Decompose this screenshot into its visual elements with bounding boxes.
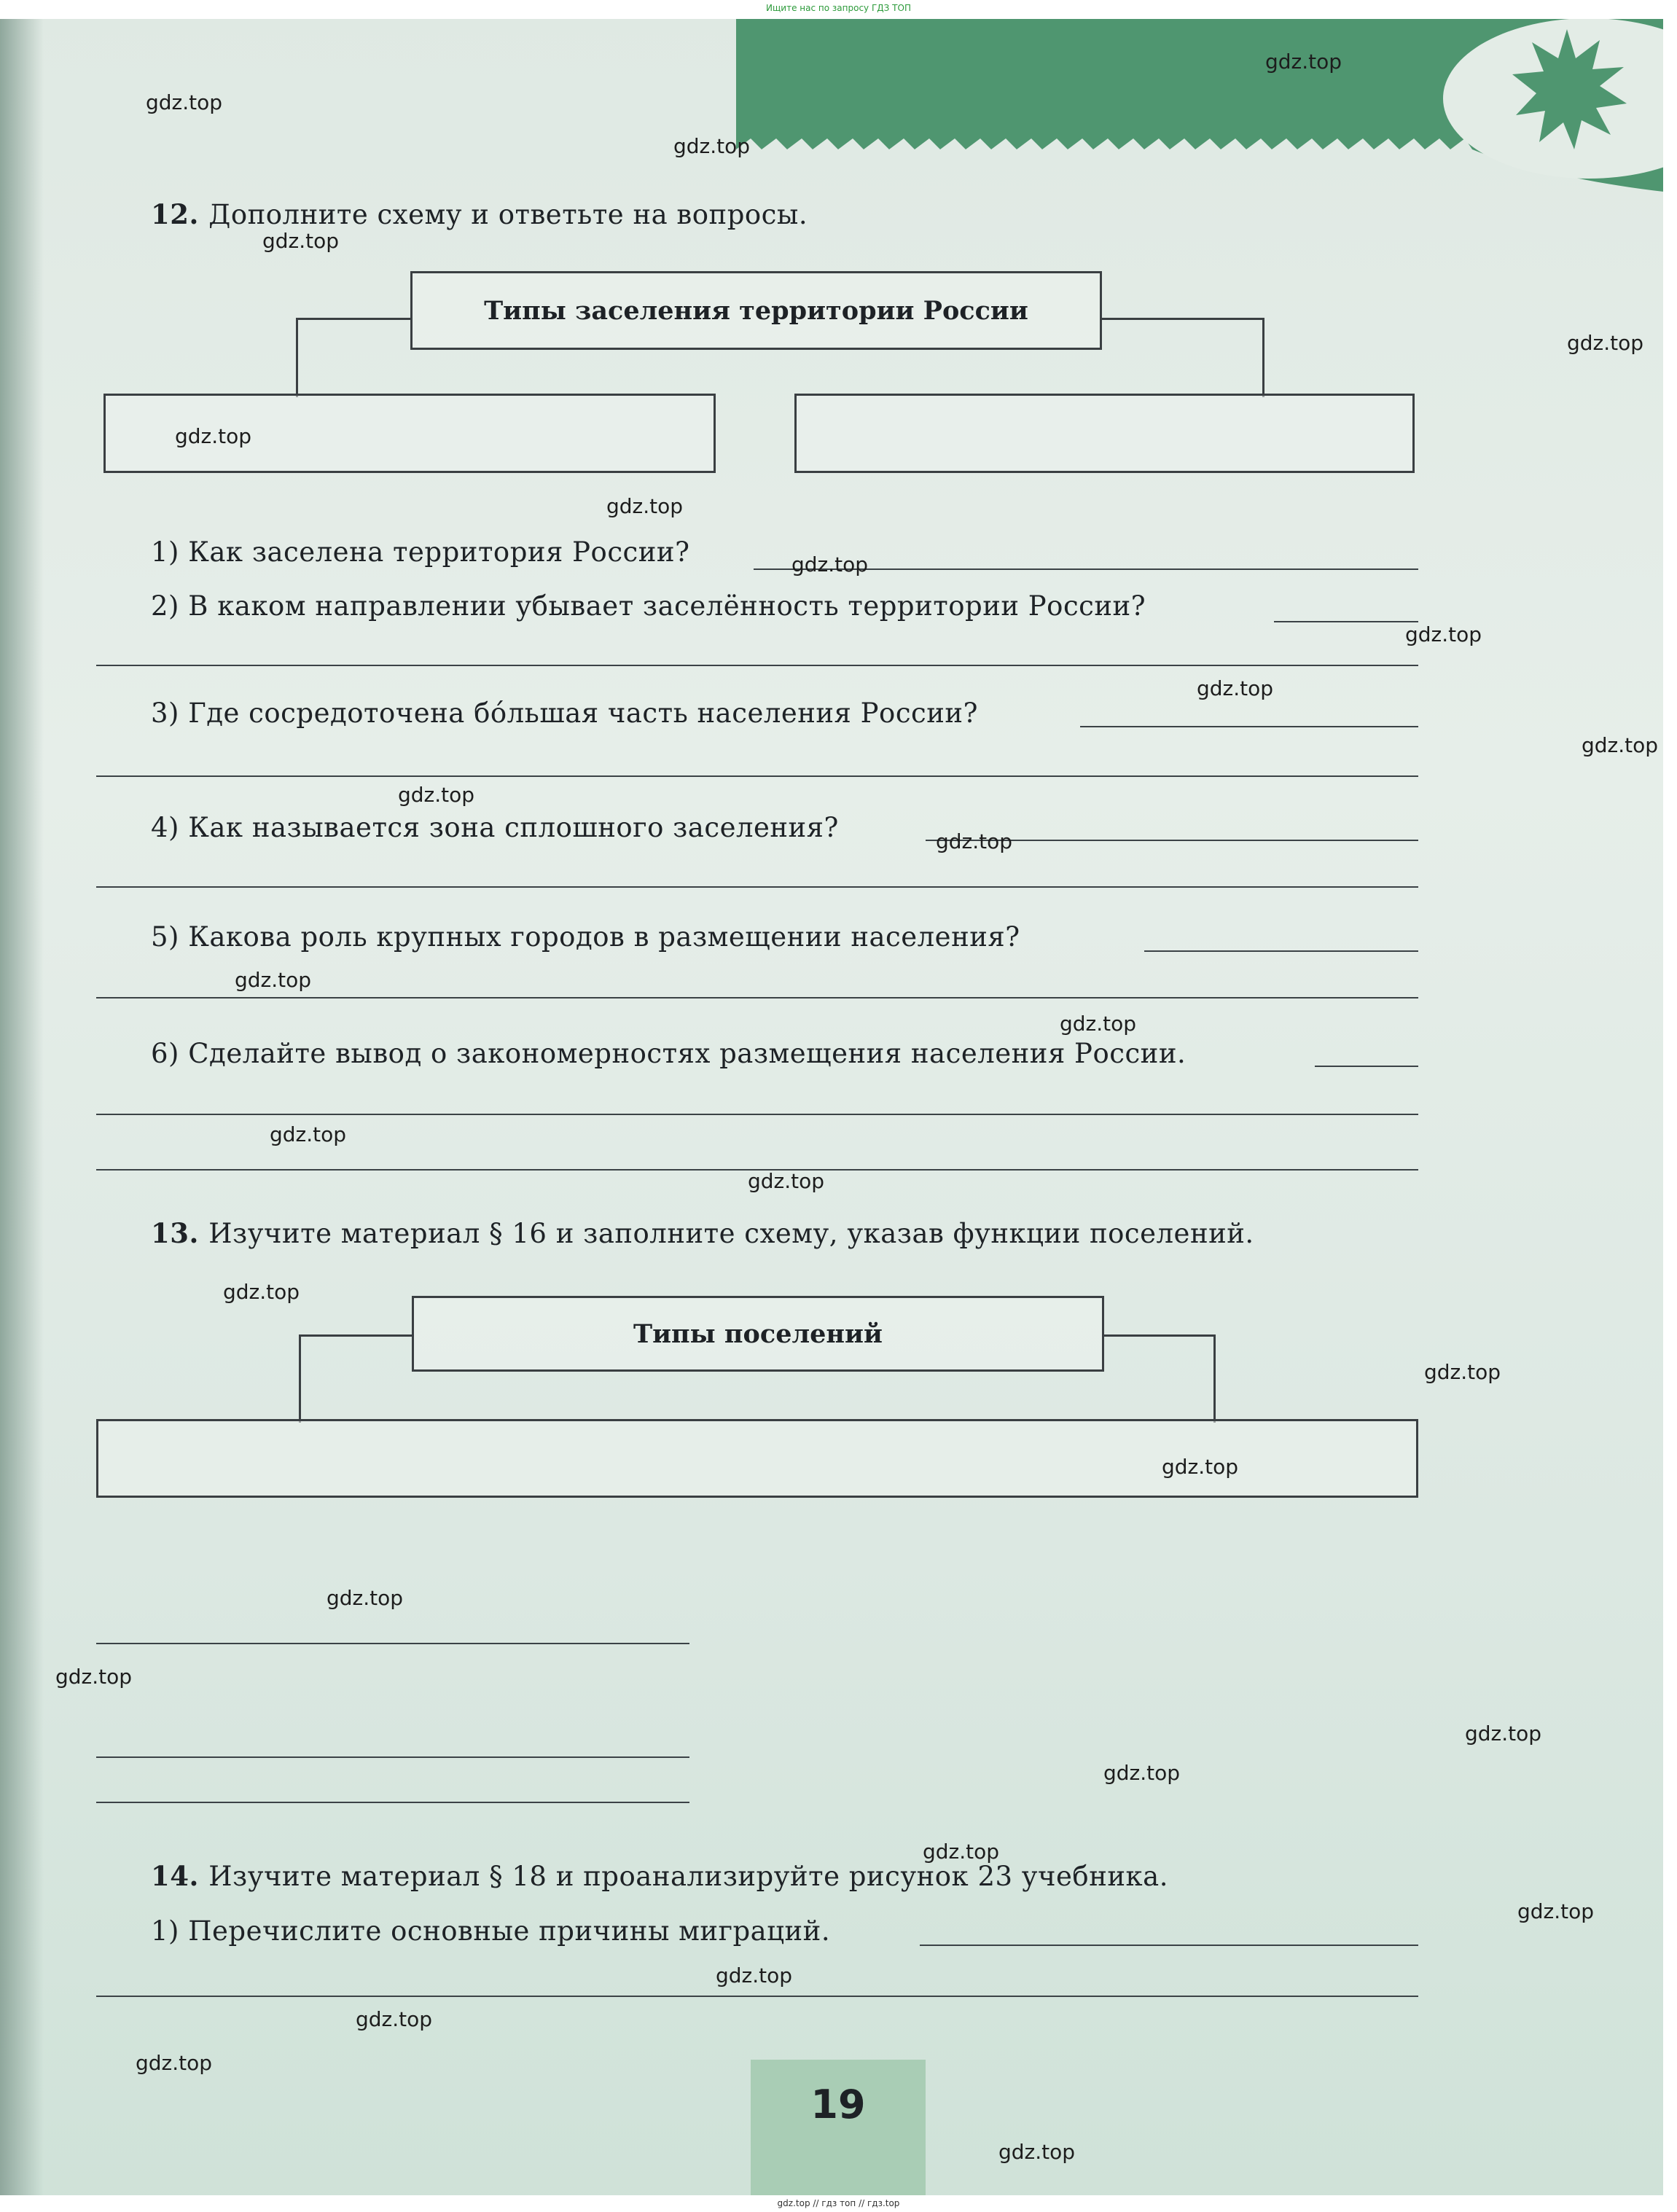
task12-number: 12. — [151, 198, 199, 230]
watermark: gdz.top — [270, 1122, 347, 1146]
watermark: gdz.top — [1265, 50, 1342, 74]
watermark: gdz.top — [1465, 1721, 1542, 1746]
task13-diagram-title-box — [412, 1296, 1104, 1372]
answer-line[interactable] — [96, 997, 1418, 998]
watermark: gdz.top — [223, 1280, 300, 1304]
answer-line[interactable] — [96, 665, 1418, 666]
answer-line[interactable] — [96, 1114, 1418, 1115]
watermark: gdz.top — [327, 1586, 404, 1610]
watermark: gdz.top — [936, 829, 1013, 853]
task12-diagram-title-box — [410, 271, 1102, 350]
watermark: gdz.top — [1517, 1899, 1595, 1923]
watermark: gdz.top — [136, 2051, 213, 2075]
task13-header — [151, 1217, 1254, 1249]
task12-answer-box-right[interactable] — [794, 394, 1415, 473]
watermark: gdz.top — [146, 90, 223, 114]
task13-connector-right — [1104, 1334, 1216, 1423]
task12-question-5: 5) Какова роль крупных городов в размещении населения? — [151, 921, 1020, 953]
watermark: gdz.top — [606, 494, 684, 518]
watermark: gdz.top — [1060, 1012, 1137, 1036]
page-number-tab — [751, 2060, 926, 2195]
watermark: gdz.top — [398, 783, 475, 807]
watermark: gdz.top — [748, 1169, 825, 1193]
right-page-edge — [1663, 0, 1677, 2212]
watermark: gdz.top — [1162, 1455, 1239, 1479]
watermark: gdz.top — [356, 2007, 433, 2031]
task13-connector-left — [299, 1334, 414, 1423]
page-number: 19 — [810, 2082, 866, 2127]
answer-line[interactable] — [96, 775, 1418, 777]
task12-question-6: 6) Сделайте вывод о закономерностях размещения населения России. — [151, 1038, 1187, 1069]
task12-text: Дополните схему и ответьте на вопросы. — [208, 199, 808, 230]
task12-diagram-title: Типы заселения территории России — [484, 295, 1028, 326]
answer-line[interactable] — [1080, 726, 1418, 727]
task12-question-3: 3) Где сосредоточена бо́льшая часть населения России? — [151, 697, 978, 729]
bottom-search-link[interactable]: gdz.top // гдз топ // гдз.top — [777, 2198, 900, 2208]
watermark: gdz.top — [262, 229, 340, 253]
answer-line[interactable] — [920, 1945, 1418, 1946]
task13-number: 13. — [151, 1217, 199, 1249]
watermark: gdz.top — [716, 1963, 793, 1988]
answer-line[interactable] — [96, 1756, 689, 1758]
watermark: gdz.top — [1405, 622, 1482, 646]
watermark: gdz.top — [1582, 733, 1659, 757]
task12-question-2: 2) В каком направлении убывает заселённость территории России? — [151, 590, 1146, 622]
task12-question-4: 4) Как называется зона сплошного заселения? — [151, 812, 839, 843]
task12-question-1: 1) Как заселена территория России? — [151, 536, 690, 568]
watermark: gdz.top — [791, 552, 869, 577]
answer-line[interactable] — [96, 1996, 1418, 1997]
watermark: gdz.top — [1567, 331, 1644, 355]
top-search-link[interactable]: Ищите нас по запросу ГДЗ ТОП — [766, 3, 911, 13]
task12-header — [151, 198, 808, 230]
watermark: gdz.top — [175, 424, 252, 448]
watermark: gdz.top — [1103, 1761, 1181, 1785]
page-binding-shadow — [0, 0, 44, 2212]
watermark: gdz.top — [673, 134, 751, 158]
task14-header — [151, 1860, 1168, 1892]
task12-connector-left — [296, 318, 413, 397]
task14-question-1: 1) Перечислите основные причины миграций. — [151, 1915, 831, 1947]
answer-line[interactable] — [1274, 621, 1418, 622]
task14-number: 14. — [151, 1860, 199, 1892]
watermark: gdz.top — [998, 2140, 1076, 2164]
answer-line[interactable] — [96, 1643, 689, 1644]
watermark: gdz.top — [1197, 676, 1274, 700]
answer-line[interactable] — [1315, 1066, 1418, 1067]
watermark: gdz.top — [1424, 1360, 1501, 1384]
watermark: gdz.top — [55, 1665, 133, 1689]
task14-text: Изучите материал § 18 и проанализируйте рисунок 23 учебника. — [208, 1861, 1168, 1892]
watermark: gdz.top — [923, 1840, 1000, 1864]
corner-decoration — [0, 19, 1677, 208]
answer-line[interactable] — [96, 1802, 689, 1803]
task12-connector-right — [1102, 318, 1264, 397]
task13-diagram-title: Типы поселений — [633, 1318, 883, 1349]
answer-line[interactable] — [1144, 950, 1418, 952]
watermark: gdz.top — [235, 968, 312, 992]
answer-line[interactable] — [96, 886, 1418, 888]
task13-text: Изучите материал § 16 и заполните схему, указав функции поселений. — [208, 1218, 1254, 1249]
